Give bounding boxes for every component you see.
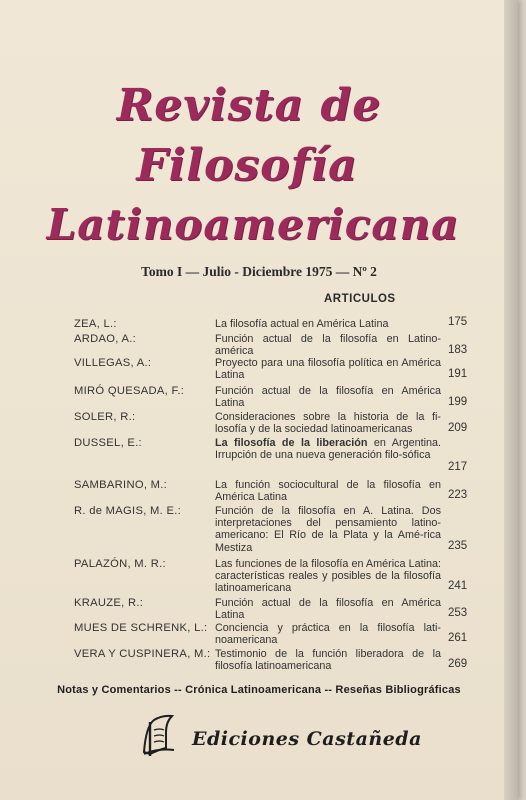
- entry-title: Función actual de la filosofía en América Latina: [215, 385, 441, 410]
- publisher-name: Ediciones Castañeda: [192, 728, 422, 750]
- entry-author: VILLEGAS, A.:: [74, 357, 152, 369]
- entry-page: 223: [448, 489, 468, 501]
- entry-title: Proyecto para una filosofía política en América Latina: [215, 357, 441, 382]
- entry-author: SAMBARINO, M.:: [74, 479, 168, 491]
- title-line-2: Filosofía: [136, 140, 358, 191]
- entry-page: 199: [448, 396, 468, 408]
- entry-title: Las funciones de la filosofía en América Latina: características reales y posibles de la filosofía latinoamericana: [215, 558, 441, 595]
- entry-title: Consideraciones sobre la historia de la fi-losofía y de la sociedad latinoamericanas: [215, 411, 441, 436]
- entry-page: 241: [448, 580, 468, 592]
- entry-page: 235: [448, 540, 468, 552]
- entry-title: Función actual de la filosofía en Latino-américa: [215, 333, 441, 358]
- section-heading: ARTICULOS: [324, 293, 396, 305]
- entry-page: 209: [448, 422, 468, 434]
- entry-author: PALAZÓN, M. R.:: [74, 558, 166, 570]
- entry-author: MUES DE SCHRENK, L.:: [74, 622, 208, 634]
- entry-author: ZEA, L.:: [74, 318, 117, 330]
- entry-title: Función actual de la filosofía en América Latina: [215, 597, 441, 622]
- entry-page: 253: [448, 607, 468, 619]
- issue-info: Tomo I — Julio - Diciembre 1975 — Nº 2: [141, 264, 377, 279]
- entry-author: VERA Y CUSPINERA, M.:: [74, 648, 211, 660]
- entry-title: Función de la filosofía en A. Latina. Dos interpretaciones del pensamiento latino-americano: El Río de la Plata y la Amé-rica Mestiza: [215, 505, 441, 554]
- entry-author: KRAUZE, R.:: [74, 597, 144, 609]
- entry-author: MIRÓ QUESADA, F.:: [74, 385, 185, 397]
- entry-author: DUSSEL, E.:: [74, 437, 142, 449]
- entry-page: 261: [448, 632, 468, 644]
- title-line-3: Latinoamericana: [46, 200, 460, 249]
- entry-page: 217: [448, 461, 468, 473]
- entry-title-rest: en Argentina. Irrupción de una nueva generación filo-sófica: [215, 437, 441, 462]
- entry-page: 175: [448, 316, 468, 328]
- entry-title: [215, 437, 441, 461]
- entry-author: ARDAO, A.:: [74, 333, 137, 345]
- entry-page: 269: [448, 658, 468, 670]
- entry-title: La filosofía actual en América Latina: [215, 318, 389, 330]
- entry-page: 191: [448, 368, 468, 380]
- footer-sections: Notas y Comentarios -- Crónica Latinoamericana -- Reseñas Bibliográficas: [57, 684, 461, 696]
- entry-author: SOLER, R.:: [74, 411, 136, 423]
- title-line-1: Revista de: [116, 80, 382, 131]
- publisher-logo-icon: [140, 712, 180, 758]
- entry-title: Conciencia y práctica en la filosofía lati-noamericana: [215, 622, 441, 647]
- entry-page: 183: [448, 344, 468, 356]
- entry-title: La función sociocultural de la filosofía en América Latina: [215, 479, 441, 504]
- entry-title: Testimonio de la función liberadora de la filosofía latinoamericana: [215, 648, 441, 673]
- entry-author: R. de MAGIS, M. E.:: [74, 505, 182, 517]
- entry-title-bold: La filosofía de la liberación: [215, 437, 368, 449]
